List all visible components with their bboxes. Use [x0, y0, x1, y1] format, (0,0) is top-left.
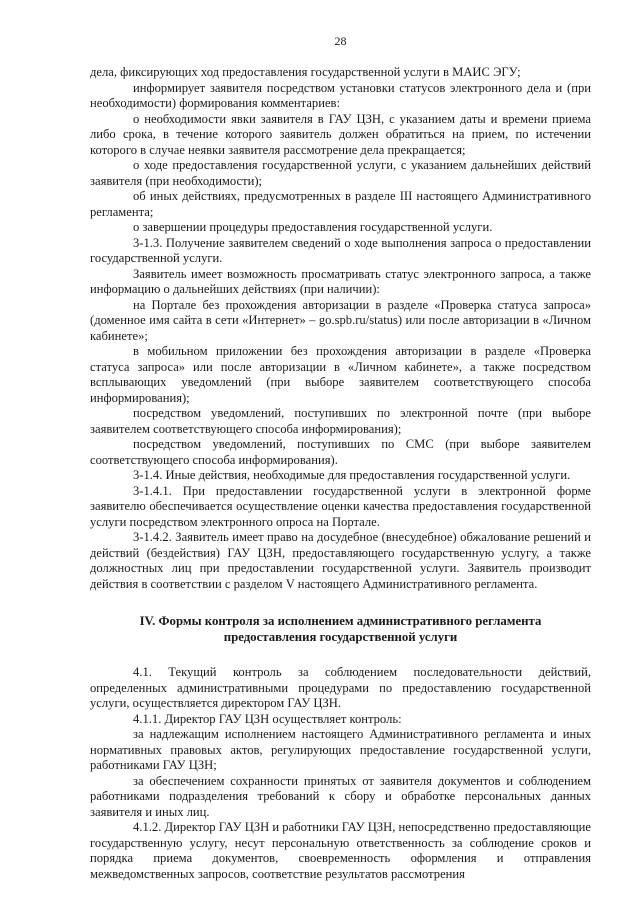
paragraph: о необходимости явки заявителя в ГАУ ЦЗН, с указанием даты и времени приема либо срока, в течение которого заявитель должен обратиться на прием, по истечении которого в случае неявки заявителя рассмотрение дела прекращается;: [90, 111, 591, 157]
paragraph: 3-1.3. Получение заявителем сведений о ходе выполнения запроса о предоставлении государственной услуги.: [90, 235, 591, 265]
paragraph: 4.1.2. Директор ГАУ ЦЗН и работники ГАУ ЦЗН, непосредственно предоставляющие государственную услугу, несут персональную ответственность за соблюдение сроков и порядка приема документов, своевременность оформления и отправления межведомственных запросов, соответствие результатов рассмотрения: [90, 820, 591, 881]
paragraph: Заявитель имеет возможность просматривать статус электронного запроса, а также информацию о дальнейших действиях (при наличии):: [90, 266, 591, 296]
paragraph: в мобильном приложении без прохождения авторизации в разделе «Проверка статуса запроса» или после авторизации в «Личном кабинете», а также посредством всплывающих уведомлений (при выборе заявителем соответствующего способа информирования);: [90, 344, 591, 405]
paragraph: на Портале без прохождения авторизации в разделе «Проверка статуса запроса» (доменное имя сайта в сети «Интернет» – go.spb.ru/status) или после авторизации в «Личном кабинете»;: [90, 297, 591, 343]
section-three-text: [90, 65, 591, 592]
paragraph: 3-1.4. Иные действия, необходимые для предоставления государственной услуги.: [133, 468, 571, 482]
paragraph: 4.1.1. Директор ГАУ ЦЗН осуществляет контроль:: [133, 711, 402, 726]
paragraph: об иных действиях, предусмотренных в разделе III настоящего Административного регламента;: [90, 189, 591, 219]
document-body: [90, 65, 591, 882]
paragraph: о ходе предоставления государственной услуги, с указанием дальнейших действий заявителя (при необходимости);: [90, 158, 591, 188]
paragraph: посредством уведомлений, поступивших по СМС (при выборе заявителем соответствующего способа информирования).: [90, 437, 591, 467]
paragraph: дела, фиксирующих ход предоставления государственной услуги в МАИС ЭГУ;: [90, 65, 521, 79]
section-heading: [90, 614, 591, 645]
paragraph: за надлежащим исполнением настоящего Административного регламента и иных нормативных правовых актов, регулирующих предоставление государственной услуги, работниками ГАУ ЦЗН;: [90, 727, 591, 773]
paragraph: за обеспечением сохранности принятых от заявителя документов и соблюдением работниками подразделения требований к сбору и обработке персональных данных заявителя и иных лиц.: [90, 773, 591, 819]
section-heading-line-1: IV. Формы контроля за исполнением административного регламента: [139, 614, 542, 628]
paragraph: 4.1. Текущий контроль за соблюдением последовательности действий, определенных административными процедурами по предоставлению государственной услуги, осуществляется директором ГАУ ЦЗН.: [90, 665, 591, 711]
paragraph: о завершении процедуры предоставления государственной услуги.: [133, 220, 493, 234]
paragraph: посредством уведомлений, поступивших по электронной почте (при выборе заявителем соответствующего способа информирования);: [90, 406, 591, 436]
paragraph: 3-1.4.1. При предоставлении государственной услуги в электронной форме заявителю обеспечивается осуществление оценки качества предоставления государственной услуги посредством электронного опроса на Портале.: [90, 483, 591, 529]
page-number: 28: [334, 34, 347, 48]
paragraph: 3-1.4.2. Заявитель имеет право на досудебное (внесудебное) обжалование решений и действий (бездействия) ГАУ ЦЗН, предоставляющего государственную услугу, а также должностных лиц при предоставлении государственной услуги. Заявитель производит действия в соответствии с разделом V настоящего Административного регламента.: [90, 530, 591, 591]
section-four-text: [90, 665, 591, 882]
paragraph: информирует заявителя посредством установки статусов электронного дела и (при необходимости) формирования комментариев:: [90, 80, 591, 110]
section-heading-line-2: предоставления государственной услуги: [223, 629, 458, 644]
